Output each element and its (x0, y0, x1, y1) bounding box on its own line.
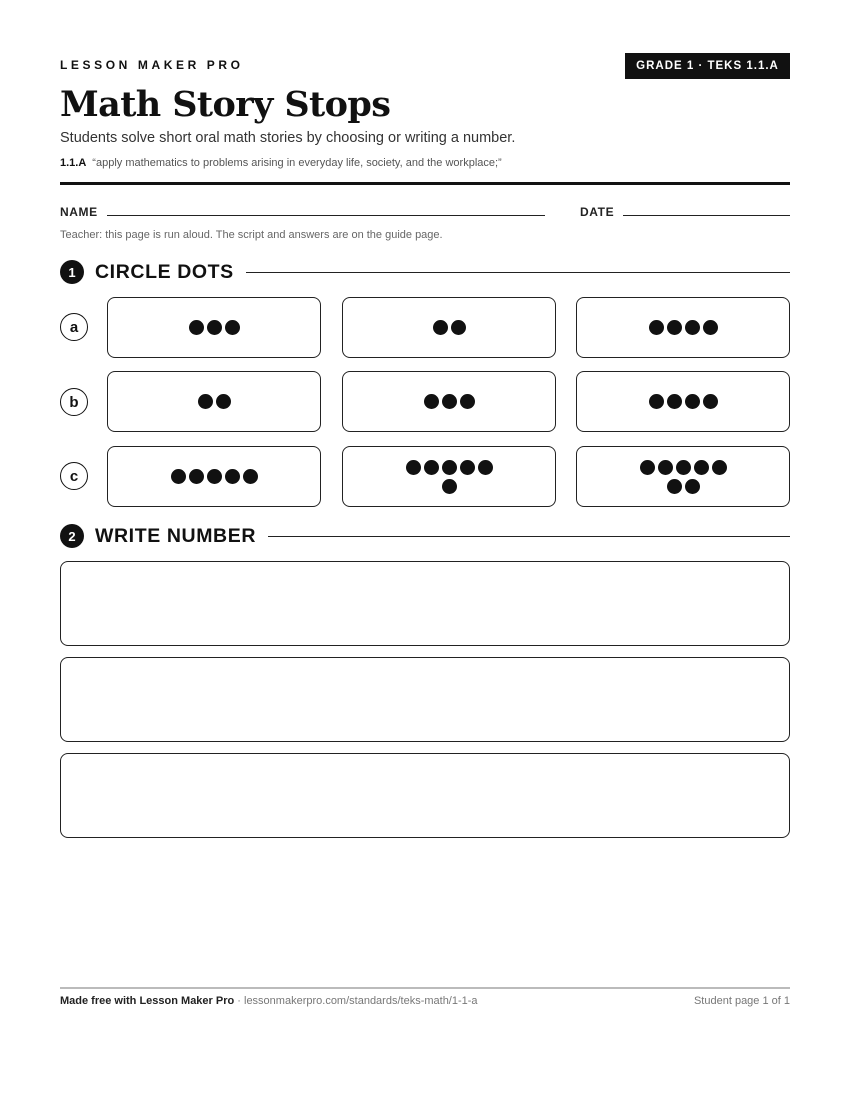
dot (406, 460, 421, 475)
dot (649, 394, 664, 409)
page-subtitle: Students solve short oral math stories by choosing or writing a number. (60, 130, 516, 146)
dot-choice-box[interactable] (342, 446, 556, 507)
page-title: Math Story Stops (60, 84, 391, 125)
teacher-note: Teacher: this page is run aloud. The script and answers are on the guide page. (60, 229, 443, 241)
dot (703, 394, 718, 409)
dot (658, 460, 673, 475)
date-field[interactable] (623, 215, 790, 216)
dot-group (164, 469, 264, 484)
dot-group (633, 394, 733, 409)
dot (171, 469, 186, 484)
row-letter-a: a (60, 313, 88, 341)
dot-choice-box[interactable] (576, 371, 790, 432)
brand-name: LESSON MAKER PRO (60, 58, 244, 72)
dot (189, 469, 204, 484)
dot (460, 394, 475, 409)
dot (198, 394, 213, 409)
dot (685, 394, 700, 409)
dot-choice-box[interactable] (576, 446, 790, 507)
dot (667, 320, 682, 335)
dot-choice-box[interactable] (107, 297, 321, 358)
dot (640, 460, 655, 475)
section-title: WRITE NUMBER (95, 524, 257, 547)
dot (685, 479, 700, 494)
dot (649, 320, 664, 335)
footer-page-number: Student page 1 of 1 (693, 995, 790, 1007)
name-label: NAME (60, 205, 98, 219)
dot (712, 460, 727, 475)
dot-group (633, 460, 733, 494)
dot (703, 320, 718, 335)
dot (442, 479, 457, 494)
row-letter-c: c (60, 462, 88, 490)
dot-choice-box[interactable] (342, 297, 556, 358)
standard-text: “apply mathematics to problems arising in everyday life, society, and the workplace;” (92, 157, 502, 169)
dot (424, 460, 439, 475)
section-write-number-header (60, 523, 790, 549)
dot (442, 460, 457, 475)
dot (243, 469, 258, 484)
standard-line (60, 157, 502, 169)
dot-group (164, 320, 264, 335)
section-divider (268, 536, 790, 537)
dot (207, 320, 222, 335)
footer-credit (60, 995, 478, 1007)
dot-group (399, 394, 499, 409)
dot (216, 394, 231, 409)
dot-group (399, 460, 499, 494)
dot (460, 460, 475, 475)
dot-group (633, 320, 733, 335)
dot (189, 320, 204, 335)
dot (478, 460, 493, 475)
footer-divider (60, 987, 790, 989)
write-number-box[interactable] (60, 561, 790, 646)
dot-group (164, 394, 264, 409)
dot (676, 460, 691, 475)
standard-code: 1.1.A (60, 157, 87, 169)
dot (694, 460, 709, 475)
dot (225, 320, 240, 335)
write-number-box[interactable] (60, 657, 790, 742)
dot-group (399, 320, 499, 335)
section-number-badge: 2 (60, 524, 84, 548)
dot-choice-box[interactable] (342, 371, 556, 432)
footer-url[interactable]: lessonmakerpro.com/standards/teks-math/1-1-a (244, 995, 478, 1007)
dot (207, 469, 222, 484)
footer-made-with: Made free with Lesson Maker Pro (60, 995, 235, 1007)
name-field[interactable] (107, 215, 545, 216)
date-label: DATE (580, 205, 615, 219)
section-title: CIRCLE DOTS (95, 260, 234, 283)
dot-choice-box[interactable] (107, 371, 321, 432)
section-divider (246, 272, 790, 273)
row-letter-b: b (60, 388, 88, 416)
write-number-box[interactable] (60, 753, 790, 838)
dot (667, 479, 682, 494)
dot (685, 320, 700, 335)
dot (225, 469, 240, 484)
header-divider (60, 182, 790, 185)
dot (424, 394, 439, 409)
dot (442, 394, 457, 409)
dot-choice-box[interactable] (107, 446, 321, 507)
section-circle-dots-header (60, 259, 790, 285)
footer-separator: · (234, 995, 244, 1007)
dot-choice-box[interactable] (576, 297, 790, 358)
dot (667, 394, 682, 409)
section-number-badge: 1 (60, 260, 84, 284)
dot (451, 320, 466, 335)
dot (433, 320, 448, 335)
grade-badge: GRADE 1 · TEKS 1.1.A (625, 53, 790, 79)
